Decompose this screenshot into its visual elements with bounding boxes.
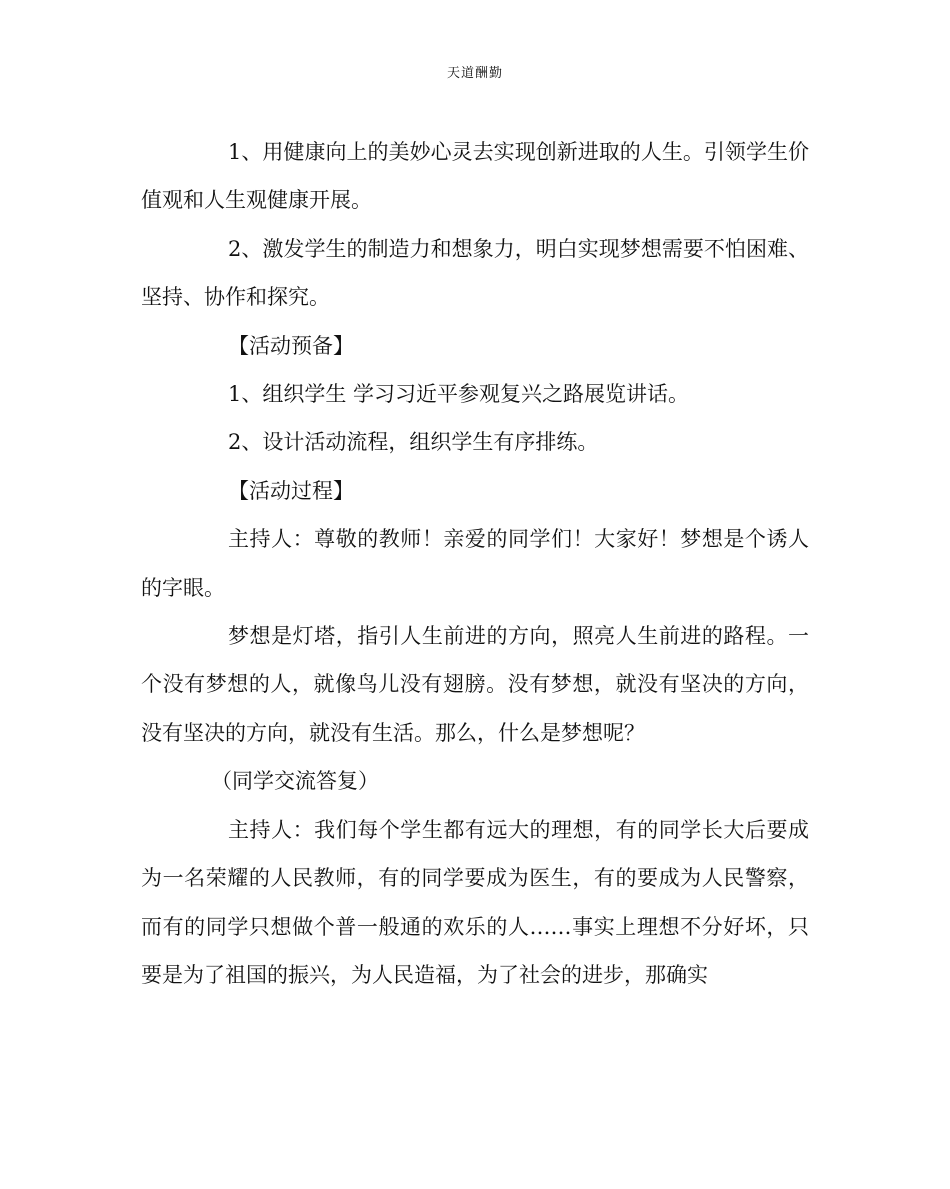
- paragraph-goal-1: 1、用健康向上的美妙心灵去实现创新进取的人生。引领学生价值观和人生观健康开展。: [141, 140, 809, 213]
- section-heading-process: 【活动过程】: [228, 478, 354, 503]
- paragraph-host-ideals: 主持人：我们每个学生都有远大的理想，有的同学长大后要成为一名荣耀的人民教师，有的同学要成为医生，有的要成为人民警察，而有的同学只想做个普一般通的欢乐的人……事实上理想不分好坏，只要是为了祖国的振兴，为人民造福，为了社会的进步，那确实: [141, 817, 809, 987]
- document-body: [141, 128, 809, 999]
- paragraph-host-opening: 主持人：尊敬的教师！亲爱的同学们！大家好！梦想是个诱人的字眼。: [141, 527, 809, 600]
- paragraph-prep-2: 2、设计活动流程，组织学生有序排练。: [228, 430, 599, 455]
- page-header: 天道酬勤: [446, 66, 503, 81]
- paragraph-student-exchange: （同学交流答复）: [211, 769, 379, 794]
- paragraph-goal-2: 2、激发学生的制造力和想象力，明白实现梦想需要不怕困难、坚持、协作和探究。: [141, 236, 809, 310]
- section-heading-preparation: 【活动预备】: [228, 333, 354, 358]
- paragraph-prep-1: 1、组织学生 学习习近平参观复兴之路展览讲话。: [228, 382, 690, 407]
- paragraph-dream-lighthouse: 梦想是灯塔，指引人生前进的方向，照亮人生前进的路程。一个没有梦想的人，就像鸟儿没有翅膀。没有梦想，就没有坚决的方向，没有坚决的方向，就没有生活。那么，什么是梦想呢？: [141, 624, 809, 745]
